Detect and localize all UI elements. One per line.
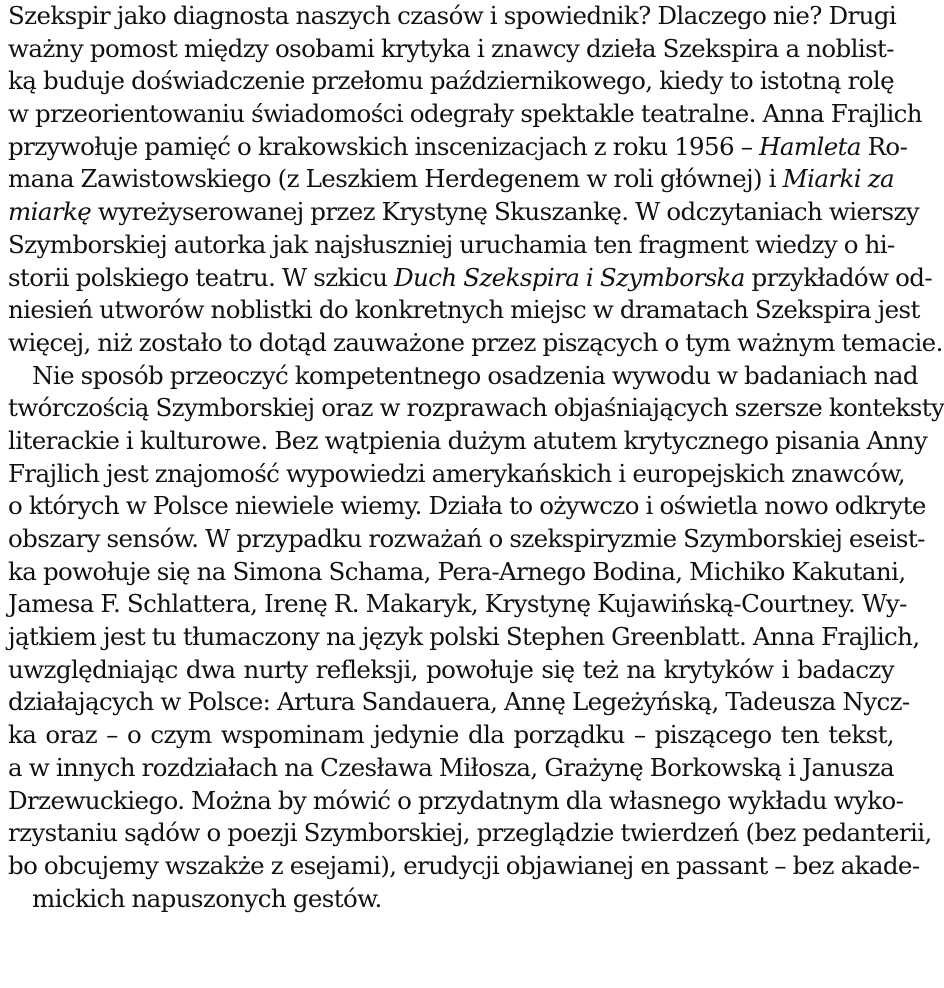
text-line: Jamesa F. Schlattera, Irenę R. Makaryk, Krystynę Kujawińską-Courtney. Wy- bbox=[8, 589, 907, 619]
paragraph-1 bbox=[8, 0, 943, 360]
paragraph-2 bbox=[8, 360, 944, 916]
text-span: przywołuje pamięć o krakowskich inscenizacjach z roku 1956 – bbox=[8, 131, 753, 161]
text-line: rzystaniu sądów o poezji Szymborskiej, przeglądzie twierdzeń (bez pedanterii, bbox=[8, 818, 932, 848]
text-line: ką buduje doświadczenie przełomu październikowego, kiedy to istotną rolę bbox=[8, 66, 894, 96]
text-line bbox=[8, 196, 920, 229]
text-line: bo obcujemy wszakże z esejami), erudycji objawianej en passant – bez akade- bbox=[8, 850, 920, 880]
text-line: o których w Polsce niewiele wiemy. Działa to ożywczo i oświetla nowo odkryte bbox=[8, 491, 926, 521]
text-line: w przeorientowaniu świadomości odegrały spektakle teatralne. Anna Frajlich bbox=[8, 99, 922, 129]
text-span: Ro- bbox=[867, 131, 908, 161]
text-line: Drzewuckiego. Można by mówić o przydatnym dla własnego wykładu wyko- bbox=[8, 785, 904, 815]
text-line bbox=[8, 131, 908, 164]
italic-title: Duch Szekspira i Szymborska bbox=[393, 262, 745, 292]
text-span: wyreżyserowanej przez Krystynę Skuszankę. W odczytaniach wierszy bbox=[97, 197, 920, 227]
text-line: ka powołuje się na Simona Schama, Pera-Arnego Bodina, Michiko Kakutani, bbox=[8, 556, 906, 586]
italic-title: Miarki za bbox=[782, 164, 895, 194]
text-line: Nie sposób przeoczyć kompetentnego osadzenia wywodu w badaniach nad bbox=[32, 360, 918, 390]
text-line: uwzględniając dwa nurty refleksji, powołuje się też na krytyków i badaczy bbox=[8, 654, 894, 684]
text-line: Frajlich jest znajomość wypowiedzi amerykańskich i europejskich znawców, bbox=[8, 458, 905, 488]
text-line: obszary sensów. W przypadku rozważań o szekspiryzmie Szymborskiej eseist- bbox=[8, 524, 925, 553]
text-line: więcej, niż zostało to dotąd zauważone przez piszących o tym ważnym temacie. bbox=[8, 327, 943, 357]
text-line: literackie i kulturowe. Bez wątpienia dużym atutem krytycznego pisania Anny bbox=[8, 425, 928, 455]
text-line: mickich napuszonych gestów. bbox=[32, 883, 382, 913]
text-line: jątkiem jest tu tłumaczony na język polski Stephen Greenblatt. Anna Frajlich, bbox=[8, 622, 920, 652]
text-line: Szymborskiej autorka jak najsłuszniej uruchamia ten fragment wiedzy o hi- bbox=[8, 229, 895, 259]
text-line: ważny pomost między osobami krytyka i znawcy dzieła Szekspira a noblist- bbox=[8, 33, 894, 63]
text-line: Szekspir jako diagnosta naszych czasów i spowiednik? Dlaczego nie? Drugi bbox=[8, 1, 897, 30]
text-span: storii polskiego teatru. W szkicu bbox=[8, 262, 388, 292]
text-line: a w innych rozdziałach na Czesława Miłosza, Grażynę Borkowską i Janusza bbox=[8, 752, 894, 782]
italic-title: miarkę bbox=[8, 197, 92, 227]
text-line: działających w Polsce: Artura Sandauera, Annę Legeżyńską, Tadeusza Nycz- bbox=[8, 687, 910, 717]
document-page bbox=[8, 0, 944, 915]
text-line: twórczością Szymborskiej oraz w rozprawach objaśniających szersze konteksty bbox=[8, 393, 944, 423]
text-span: przykładów od- bbox=[751, 262, 933, 292]
text-span: mana Zawistowskiego (z Leszkiem Herdegenem w roli głównej) i bbox=[8, 164, 776, 194]
text-line: ka oraz – o czym wspominam jedynie dla porządku – piszącego ten tekst, bbox=[8, 720, 894, 750]
italic-title: Hamleta bbox=[759, 131, 861, 161]
text-line bbox=[8, 163, 894, 196]
text-line bbox=[8, 262, 933, 295]
text-line: niesień utworów noblistki do konkretnych miejsc w dramatach Szekspira jest bbox=[8, 295, 920, 325]
